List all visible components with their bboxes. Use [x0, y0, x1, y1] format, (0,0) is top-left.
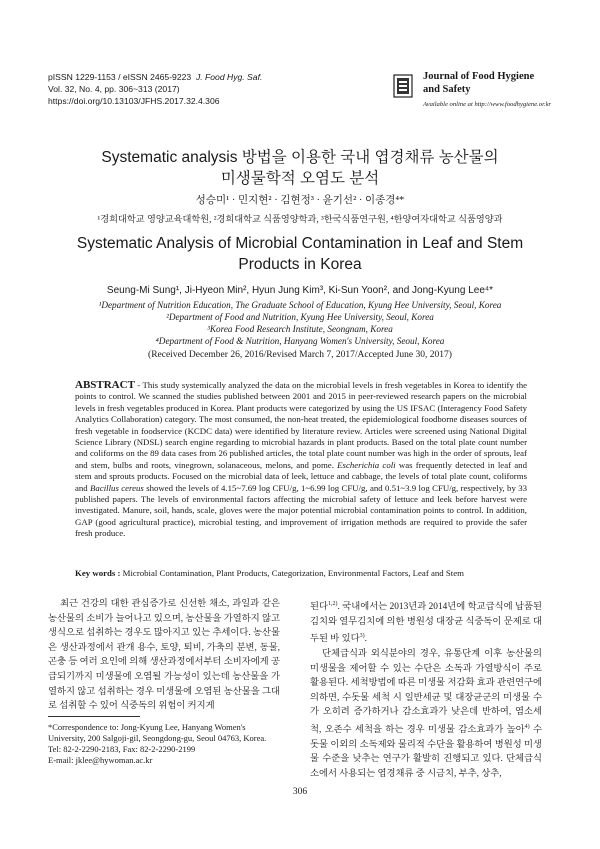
- doi-link[interactable]: https://doi.org/10.13103/JFHS.2017.32.4.306: [48, 96, 220, 106]
- authors-korean: 성승미¹ · 민지현² · 김현정³ · 윤기선² · 이종경⁴*: [195, 195, 405, 206]
- title-korean: Systematic analysis 방법을 이용한 국내 엽경채류 농산물의 미생물학적 오염도 분석: [101, 149, 499, 187]
- journal-online-url[interactable]: Available online at http://www.foodhygiene.or.kr: [423, 101, 552, 108]
- correspondence-footnote: *Correspondence to: Jong-Kyung Lee, Hanyang Women's University, 200 Salgoji-gil, Seongdong-gu, Seoul 04763, Korea. Tel: 82-2-2290-2183, Fax: 82-2-2290-2199 E-mail: jklee@hywoman.ac.kr: [48, 722, 280, 766]
- correspondence-email[interactable]: E-mail: jklee@hywoman.ac.kr: [48, 755, 153, 765]
- page-number: 306: [292, 787, 308, 797]
- affiliation-english: ³Korea Food Research Institute, Seongnam, Korea: [207, 324, 393, 334]
- journal-logo-icon: [393, 74, 413, 98]
- abstract-heading: ABSTRACT: [75, 379, 135, 391]
- issn: pISSN 1229-1153 / eISSN 2465-9223: [48, 72, 192, 82]
- affiliation-english: ²Department of Food and Nutrition, Kyung Hee University, Seoul, Korea: [166, 312, 434, 322]
- keywords: Key words : Microbial Contamination, Plant Products, Categorization, Environmental Factors, Leaf and Stem: [75, 568, 464, 578]
- body-paragraph: 단체급식과 외식분야의 경우, 유통단계 이후 농산물의 미생물을 제어할 수 있는 수단은 소독과 가열방식이 주로 활용된다. 세척방법에 따른 미생물 저감화 효과 관련연구에 의하면, 수돗물 세척 시 일반세균 및 대장균군의 미생물 수가 오히려 증가하거나 감소효과가 낮은데 반하여, 염소세척, 오존수 세척을 하는 경우 미생물 감소효과가 높아$^{4)}$ 수돗물 이외의 소독제와 물리적 수단을 활용하여 병원성 미생물 수준을 낮추는 연구가 활발히 진행되고 있다. 단체급식소에서 사용되는 엽경채류 중 시금치, 부추, 상추,: [310, 648, 542, 779]
- body-paragraph: 최근 건강의 대한 관심증가로 신선한 채소, 과일과 같은 농산물의 소비가 늘어나고 있으며, 농산물을 가열하지 않고 생식으로 섭취하는 경우도 많아지고 있는 추세이다. 농산물은 생산과정에서 관개 용수, 토양, 퇴비, 가축의 분변, 동물, 곤충 등 여러 요인에 의해 생산과정에서부터 소비자에게 공급되기까지 미생물에 오염될 가능성이 있는데 농산물을 가열하지 않고 섭취하는 경우 미생물에 오염된 농산물을 그대로 섭취할 수 있어 식중독의 위험이 커지게: [48, 599, 280, 712]
- volume-info: Vol. 32, No. 4, pp. 306~313 (2017): [48, 84, 180, 94]
- journal-abbreviation: J. Food Hyg. Saf.: [195, 72, 263, 82]
- body-column-right: [310, 597, 542, 781]
- journal-logo-title: Journal of Food Hygiene and Safety: [423, 71, 535, 95]
- keywords-label: Key words :: [75, 568, 121, 578]
- title-english: Systematic Analysis of Microbial Contamination in Leaf and Stem Products in Korea: [76, 235, 524, 273]
- authors-english: Seung-Mi Sung¹, Ji-Hyeon Min², Hyun Jung Kim³, Ki-Sun Yoon², and Jong-Kyung Lee⁴*: [106, 285, 494, 296]
- abstract: ABSTRACT - This study systemically analyzed the data on the microbial levels in fresh vegetables in Korea to identify the points to control. We scanned the studies published between 2001 and 2015 in peer-reviewed research papers on the microbial levels in fresh vegetables produced in Korea. Plant products were categorized by using the US IFSAC (Interagency Food Safety Analytics Collaboration) category. The most consumed, the non-heat treated, the epidemiological foodborne diseases sources of fresh vegetable in foodservice (KCDC data) were identified by literature review. Articles were screened using National Digital Science Library (NDSL) search engine regarding to microbial hazards in plant products. Based on the total plate count number and coliforms on the 89 data cases from 26 published articles, the total plate count number was high in the order of sprouts, leaf and stem, bulbs and roots, vinegrown, solanaceous, melons, and pome. Escherichia coli was frequently detected in leaf and stem and sprouts products. Focused on the microbial data of leek, lettuce and cabbage, the levels of total plate count, coliforms and Bacillus cereus showed the levels of 4.15~7.69 log CFU/g, 1~6.99 log CFU/g, and 0.51~3.9 log CFU/g, respectively, by 33 published papers. The levels of environmental factors affecting the microbial safety of lettuce and leek before harvest were investigated. Manure, soil, hands, scale, gloves were the major potential microbial contamination points to control. In addition, GAP (good agricultural practice), microbial testing, and improvement of irrigation methods are required to provide the safer fresh produce.: [75, 379, 527, 539]
- footnote-divider: [48, 716, 140, 717]
- journal-header-meta: [48, 71, 262, 107]
- affiliations-korean: ¹경희대학교 영양교육대학원, ²경희대학교 식품영양학과, ³한국식품연구원, ⁴한양여자대학교 식품영양과: [97, 214, 503, 224]
- affiliation-english: ¹Department of Nutrition Education, The Graduate School of Education, Kyung Hee University, Seoul, Korea: [98, 300, 502, 310]
- body-column-left: [48, 597, 280, 714]
- affiliation-english: ⁴Department of Food & Nutrition, Hanyang Women's University, Seoul, Korea: [155, 336, 445, 346]
- body-paragraph: 된다$^{1,2)}$. 국내에서는 2013년과 2014년에 학교급식에 납품된 김치와 열무김치에 의한 병원성 대장균 식중독이 문제로 대두된 바 있다$^{3)}$.: [310, 601, 542, 645]
- received-dates: (Received December 26, 2016/Revised March 7, 2017/Accepted June 30, 2017): [148, 350, 452, 360]
- journal-logo: [393, 70, 553, 110]
